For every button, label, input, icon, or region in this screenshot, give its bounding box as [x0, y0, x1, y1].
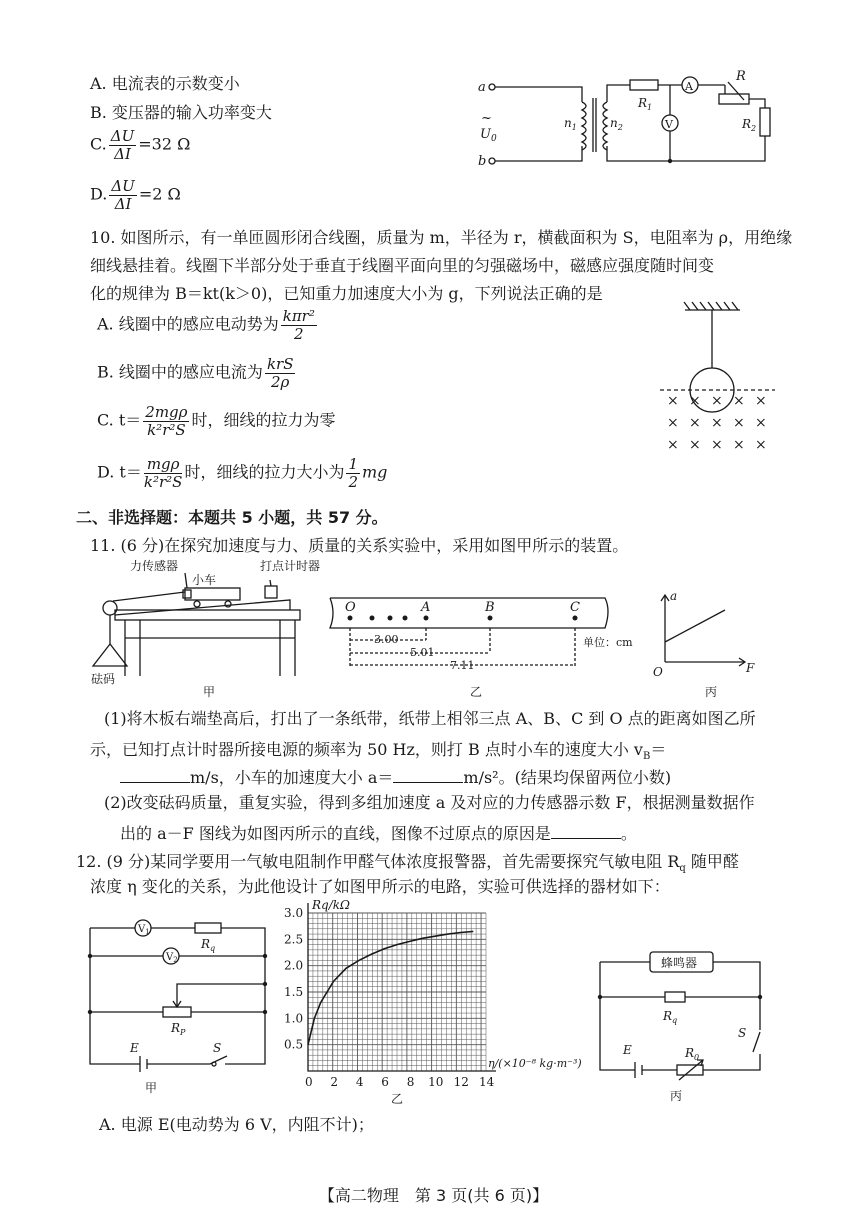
- svg-text:×: ×: [755, 393, 767, 409]
- svg-text:×: ×: [755, 437, 767, 453]
- svg-text:丙: 丙: [670, 1089, 683, 1103]
- svg-text:7.11: 7.11: [450, 659, 475, 672]
- svg-text:E: E: [623, 1043, 632, 1057]
- chart-y-tick-label: 2.5: [284, 932, 304, 947]
- q11-part1-line-2: 示，已知打点计时器所接电源的频率为 50 Hz，则打 B 点时小车的速度大小 $v_B=$: [90, 740, 667, 763]
- svg-text:Rq: $R_q$: [201, 937, 216, 953]
- q11-part1-line-3: m/s，小车的加速度大小 a＝ m/s²。(结果均保留两位小数): [120, 765, 671, 788]
- chart-x-tick-label: 8: [406, 1075, 415, 1089]
- q10-line-3: 化的规律为 B＝kt(k＞0)，已知重力加速度大小为 g，下列说法正确的是: [90, 284, 603, 303]
- q11-figure-jia: [85, 558, 321, 699]
- chart-caption: 乙: [391, 1092, 404, 1106]
- chart-y-tick-label: 1.0: [284, 1011, 304, 1026]
- svg-text:A: A: [421, 600, 431, 615]
- svg-text:×: ×: [689, 437, 701, 453]
- q9-option-c: C. $\frac{\Delta U}{\Delta I}$ =32 Ω: [90, 127, 191, 163]
- svg-text:A: A: [685, 80, 693, 93]
- svg-text:蜂鸣器: 蜂鸣器: [661, 956, 698, 970]
- svg-text:n2: $n_2$: [610, 116, 623, 132]
- chart-x-tick-label: 6: [381, 1075, 389, 1089]
- chart-x-tick-label: 0: [305, 1075, 313, 1089]
- svg-text:U0: $U_0$: [480, 127, 497, 144]
- q11-figure-yi: [330, 598, 633, 699]
- svg-text:×: ×: [755, 415, 767, 431]
- section-2-heading: 二、非选择题：本题共 5 小题，共 57 分。: [76, 508, 388, 527]
- q10-option-b: B. 线圈中的感应电流为 $\frac{\text{krS}}{2\rho}$: [97, 355, 294, 391]
- svg-text:F: F: [746, 661, 755, 675]
- chart-x-tick-label: 10: [428, 1075, 444, 1089]
- svg-text:×: ×: [733, 437, 745, 453]
- chart-x-tick-label: 12: [453, 1075, 469, 1089]
- chart-x-tick-label: 14: [479, 1075, 495, 1089]
- q11-part2-line-2: 出的 a－F 图线为如图丙所示的直线，图像不过原点的原因是 。: [120, 824, 637, 843]
- svg-text:3.00: 3.00: [374, 633, 399, 646]
- svg-text:a: a: [670, 589, 678, 603]
- q10-coil-figure: [655, 300, 785, 460]
- svg-text:打点计时器: 打点计时器: [260, 559, 321, 573]
- svg-text:~: ~: [481, 111, 492, 126]
- svg-text:小车: 小车: [192, 573, 217, 587]
- svg-text:b: b: [478, 154, 487, 169]
- svg-text:甲: 甲: [203, 685, 216, 699]
- svg-text:R: R: [736, 69, 746, 84]
- chart-y-tick-label: 0.5: [284, 1037, 304, 1052]
- svg-text:×: ×: [667, 393, 679, 409]
- svg-text:R1: $R_1$: [638, 96, 653, 112]
- svg-text:×: ×: [711, 393, 723, 409]
- svg-text:V: V: [665, 118, 673, 131]
- svg-text:RP: $R_P$: [171, 1021, 186, 1037]
- chart-x-tick-label: 4: [355, 1075, 364, 1089]
- svg-text:E: E: [130, 1041, 139, 1055]
- q10-option-c: C. t＝ $\frac{\text{2mgρ}}{\text{k²r²S}}$ 时，细线的拉力为零: [97, 403, 336, 439]
- svg-text:a: a: [478, 80, 486, 95]
- svg-text:B: B: [485, 600, 495, 615]
- q9-transformer-circuit: [470, 60, 790, 180]
- q12-option-a: A. 电源 E(电动势为 6 V，内阻不计)；: [99, 1115, 374, 1134]
- q12-figure-bing: [595, 942, 775, 1102]
- chart-y-axis-label: Rq/kΩ: [312, 898, 350, 912]
- svg-text:×: ×: [667, 437, 679, 453]
- svg-text:×: ×: [711, 437, 723, 453]
- chart-x-axis-label: η/(×10⁻⁸ kg·m⁻³): [488, 1057, 582, 1070]
- chart-y-tick-label: 3.0: [284, 906, 304, 920]
- svg-text:S: S: [738, 1026, 747, 1040]
- svg-text:×: ×: [711, 415, 723, 431]
- svg-text:O: O: [345, 600, 356, 615]
- svg-text:V1: $V_1$: [138, 924, 150, 936]
- q10-line-1: 10. 如图所示，有一单匝圆形闭合线圈，质量为 m，半径为 r，横截面积为 S，电阻率为 ρ，用绝缘: [90, 228, 793, 247]
- svg-text:砝码: 砝码: [91, 672, 116, 686]
- q12-line-2: 浓度 η 变化的关系，为此他设计了如图甲所示的电路，实验可供选择的器材如下：: [90, 877, 670, 896]
- q12-chart-yi: [280, 895, 600, 1105]
- svg-text:5.01: 5.01: [410, 646, 435, 659]
- q11-part1-line-1: (1)将木板右端垫高后，打出了一条纸带，纸带上相邻三点 A、B、C 到 O 点的距离如图乙所: [104, 709, 756, 728]
- svg-text:×: ×: [733, 393, 745, 409]
- svg-text:n1: $n_1$: [564, 116, 577, 132]
- svg-text:甲: 甲: [145, 1081, 158, 1095]
- q11-figure-bing: [650, 590, 770, 700]
- q10-line-2: 细线悬挂着。线圈下半部分处于垂直于线圈平面向里的匀强磁场中，磁感应强度随时间变: [90, 256, 715, 275]
- q9-option-a: A. 电流表的示数变小: [90, 74, 240, 93]
- svg-text:丙: 丙: [705, 685, 718, 699]
- q10-option-d: D. t＝ $\frac{\text{mgρ}}{\text{k²r²S}}$ 时，细线的拉力大小为 $\frac{1}{2}$ mg: [97, 455, 388, 491]
- chart-y-tick-label: 1.5: [284, 985, 304, 999]
- svg-text:×: ×: [689, 415, 701, 431]
- q10-option-a: A. 线圈中的感应电动势为 $\frac{\text{kπr²}}{2}$: [97, 307, 315, 343]
- q12-figure-jia: [85, 912, 275, 1095]
- svg-text:O: O: [653, 665, 663, 679]
- svg-text:C: C: [570, 600, 580, 615]
- q9-option-b: B. 变压器的输入功率变大: [90, 103, 272, 122]
- q11-part2-line-1: (2)改变砝码质量，重复实验，得到多组加速度 a 及对应的力传感器示数 F，根据测量数据作: [104, 793, 755, 812]
- svg-text:×: ×: [733, 415, 745, 431]
- svg-text:R2: $R_2$: [742, 117, 757, 133]
- svg-text:V2: $V_2$: [166, 952, 178, 964]
- svg-text:Rq: $R_q$: [663, 1009, 678, 1025]
- q11-stem: 11. (6 分)在探究加速度与力、质量的关系实验中，采用如图甲所示的装置。: [90, 536, 629, 555]
- svg-text:乙: 乙: [470, 685, 483, 699]
- chart-y-tick-label: 2.0: [284, 958, 304, 973]
- svg-text:S: S: [213, 1041, 222, 1055]
- page-footer: 【高二物理 第 3 页(共 6 页)】: [318, 1186, 549, 1205]
- svg-text:×: ×: [689, 393, 701, 409]
- svg-text:单位：cm: 单位：cm: [583, 636, 633, 649]
- svg-text:×: ×: [667, 415, 679, 431]
- chart-x-tick-label: 2: [330, 1075, 339, 1089]
- q12-line-1: 12. (9 分)某同学要用一气敏电阻制作甲醛气体浓度报警器，首先需要探究气敏电阻 $R_q$ 随甲醛: [76, 852, 739, 875]
- svg-text:力传感器: 力传感器: [130, 559, 179, 573]
- q9-option-d: D. $\frac{\Delta U}{\Delta I}$ =2 Ω: [90, 177, 181, 213]
- svg-text:R0: $R_0$: [685, 1046, 700, 1062]
